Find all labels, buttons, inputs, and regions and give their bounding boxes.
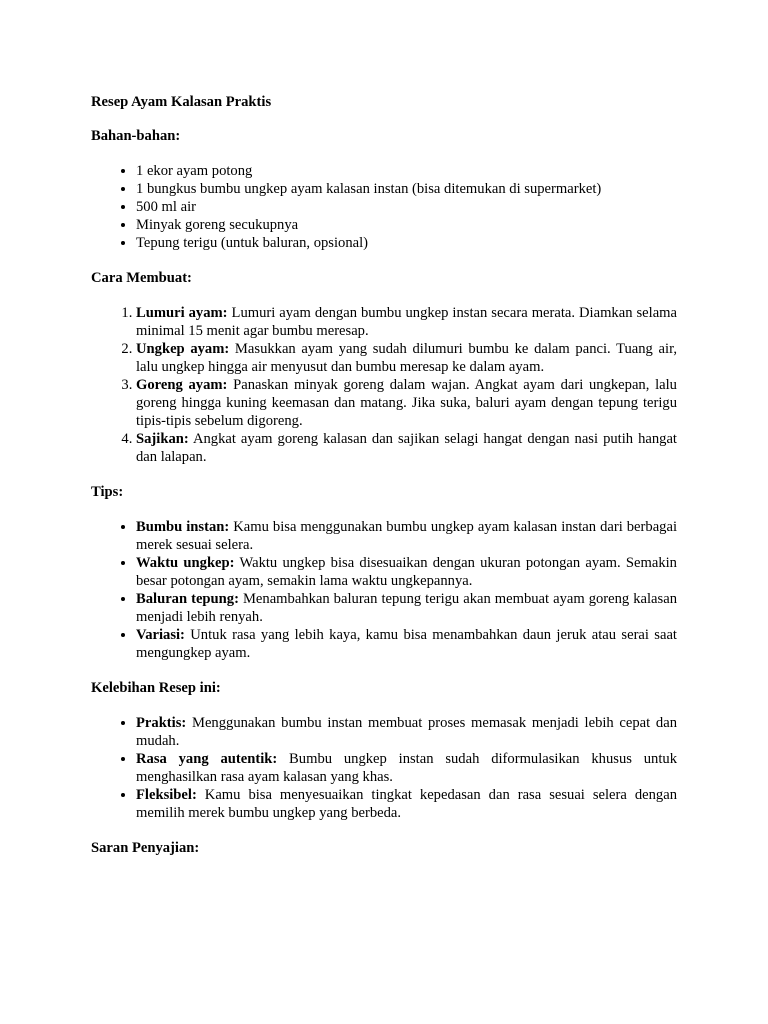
step-text: Lumuri ayam dengan bumbu ungkep instan secara merata. Diamkan selama minimal 15 menit agar bumbu meresap. (136, 305, 677, 339)
section-heading-kelebihan: Kelebihan Resep ini: (91, 680, 221, 696)
step-term: Sajikan: (136, 431, 189, 447)
ingredients-list (91, 162, 677, 252)
list-item (136, 554, 677, 590)
item-term: Fleksibel: (136, 787, 197, 803)
section-heading-saran: Saran Penyajian: (91, 840, 200, 856)
tips-list (91, 518, 677, 662)
section-heading-cara: Cara Membuat: (91, 270, 192, 286)
list-item (136, 518, 677, 554)
list-item (136, 786, 677, 822)
list-item: • 1 bungkus bumbu ungkep ayam kalasan instan (bisa ditemukan di supermarket) (136, 180, 677, 198)
item-term: Rasa yang autentik: (136, 751, 278, 767)
step-item (136, 304, 677, 340)
step-text: Panaskan minyak goreng dalam wajan. Angkat ayam dari ungkepan, lalu goreng hingga kuning keemasan dan matang. Jika suka, baluri ayam dengan tepung terigu tipis-tipis sebelum digoreng. (136, 377, 677, 429)
list-item (136, 714, 677, 750)
list-item: • Minyak goreng secukupnya (136, 216, 677, 234)
item-term: Bumbu instan: (136, 519, 230, 535)
list-item (136, 626, 677, 662)
item-text: Untuk rasa yang lebih kaya, kamu bisa menambahkan daun jeruk atau serai saat mengungkep ayam. (136, 627, 677, 661)
step-item (136, 340, 677, 376)
item-term: Praktis: (136, 715, 187, 731)
item-text: Menambahkan baluran tepung terigu akan membuat ayam goreng kalasan menjadi lebih renyah. (136, 591, 677, 625)
step-term: Lumuri ayam: (136, 305, 228, 321)
step-term: Ungkep ayam: (136, 341, 230, 357)
list-item (136, 750, 677, 786)
advantages-list (91, 714, 677, 822)
steps-list (91, 304, 677, 466)
step-item (136, 376, 677, 430)
step-term: Goreng ayam: (136, 377, 228, 393)
item-text: Kamu bisa menyesuaikan tingkat kepedasan dan rasa sesuai selera dengan memilih merek bumbu ungkep yang berbeda. (136, 787, 677, 821)
list-item: • Tepung terigu (untuk baluran, opsional) (136, 234, 677, 252)
item-text: Menggunakan bumbu instan membuat proses memasak menjadi lebih cepat dan mudah. (136, 715, 677, 749)
item-term: Variasi: (136, 627, 185, 643)
item-text: Waktu ungkep bisa disesuaikan dengan ukuran potongan ayam. Semakin besar potongan ayam, semakin lama waktu ungkepannya. (136, 555, 677, 589)
step-text: Masukkan ayam yang sudah dilumuri bumbu ke dalam panci. Tuang air, lalu ungkep hingga air menyusut dan bumbu meresap ke dalam ayam. (136, 341, 677, 375)
list-item (136, 590, 677, 626)
document-title: Resep Ayam Kalasan Praktis (91, 94, 272, 110)
list-item: • 500 ml air (136, 198, 677, 216)
item-text: Bumbu ungkep instan sudah diformulasikan khusus untuk menghasilkan rasa ayam kalasan yang khas. (136, 751, 677, 785)
step-text: Angkat ayam goreng kalasan dan sajikan selagi hangat dengan nasi putih hangat dan lalapan. (136, 431, 677, 465)
item-text: Kamu bisa menggunakan bumbu ungkep ayam kalasan instan dari berbagai merek sesuai selera. (136, 519, 677, 553)
section-heading-bahan: Bahan-bahan: (91, 128, 181, 144)
step-item (136, 430, 677, 466)
list-item: • 1 ekor ayam potong (136, 162, 677, 180)
item-term: Baluran tepung: (136, 591, 239, 607)
item-term: Waktu ungkep: (136, 555, 235, 571)
section-heading-tips: Tips: (91, 484, 124, 500)
